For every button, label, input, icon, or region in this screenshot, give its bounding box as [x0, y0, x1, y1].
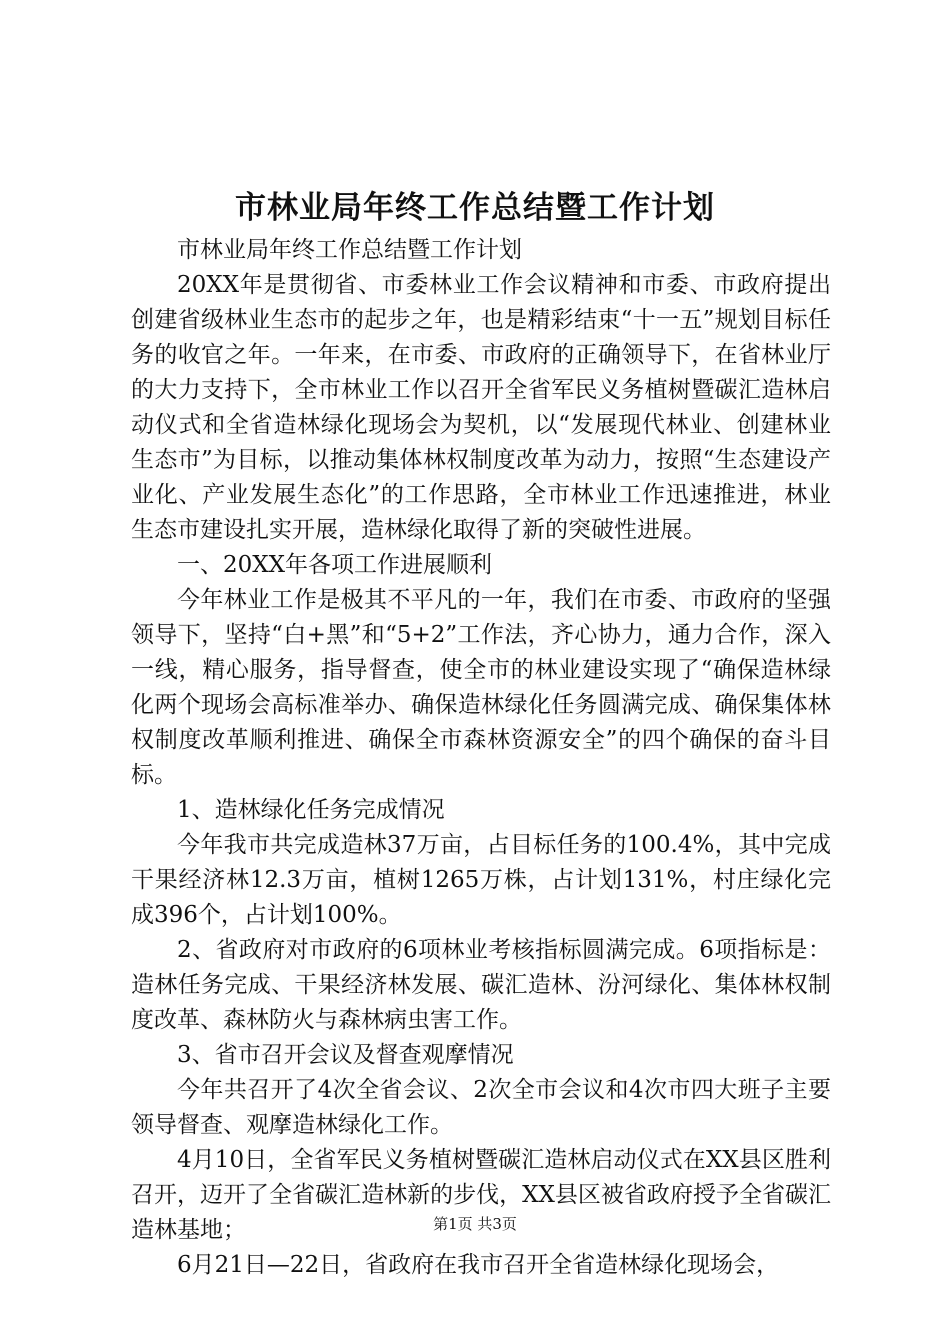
page-number: 第1页 共3页: [433, 1215, 517, 1233]
subheading-afforestation: 1、造林绿化任务完成情况: [177, 797, 445, 823]
document-title: 市林业局年终工作总结暨工作计划: [235, 190, 715, 226]
section-heading-1: 一、20XX年各项工作进展顺利: [177, 552, 493, 578]
paragraph-intro: 20XX年是贯彻省、市委林业工作会议精神和市委、市政府提出创建省级林业生态市的起步之年，也是精彩结束“十一五”规划目标任务的收官之年。一年来，在市委、市政府的正确领导下，在省林业厅的大力支持下，全市林业工作以召开全省军民义务植树暨碳汇造林启动仪式和全省造林绿化现场会为契机，以“发展现代林业、创建林业生态市”为目标，以推动集体林权制度改革为动力，按照“生态建设产业化、产业发展生态化”的工作思路，全市林业工作迅速推进，林业生态市建设扎实开展，造林绿化取得了新的突破性进展。: [131, 272, 831, 543]
paragraph-meetings: 今年共召开了4次全省会议、2次全市会议和4次市四大班子主要领导督查、观摩造林绿化工作。: [131, 1077, 831, 1138]
paragraph-afforestation: 今年我市共完成造林37万亩，占目标任务的100.4%，其中完成干果经济林12.3万亩，植树1265万株，占计划131%，村庄绿化完成396个，占计划100%。: [131, 832, 831, 928]
paragraph-assessment: 2、省政府对市政府的6项林业考核指标圆满完成。6项指标是：造林任务完成、干果经济林发展、碳汇造林、汾河绿化、集体林权制度改革、森林防火与森林病虫害工作。: [131, 937, 831, 1033]
paragraph-april: 4月10日，全省军民义务植树暨碳汇造林启动仪式在XX县区胜利召开，迈开了全省碳汇造林新的步伐，XX县区被省政府授予全省碳汇造林基地；: [131, 1147, 831, 1243]
paragraph-overview: 今年林业工作是极其不平凡的一年，我们在市委、市政府的坚强领导下，坚持“白+黑”和“5+2”工作法，齐心协力，通力合作，深入一线，精心服务，指导督查，使全市的林业建设实现了“确保造林绿化两个现场会高标准举办、确保造林绿化任务圆满完成、确保集体林权制度改革顺利推进、确保全市森林资源安全”的四个确保的奋斗目标。: [131, 587, 831, 788]
subheading-meetings: 3、省市召开会议及督查观摩情况: [177, 1042, 514, 1068]
paragraph-june: 6月21日—22日，省政府在我市召开全省造林绿化现场会，: [177, 1252, 780, 1278]
paragraph-subtitle: 市林业局年终工作总结暨工作计划: [177, 237, 522, 263]
document-body: [131, 233, 831, 1283]
